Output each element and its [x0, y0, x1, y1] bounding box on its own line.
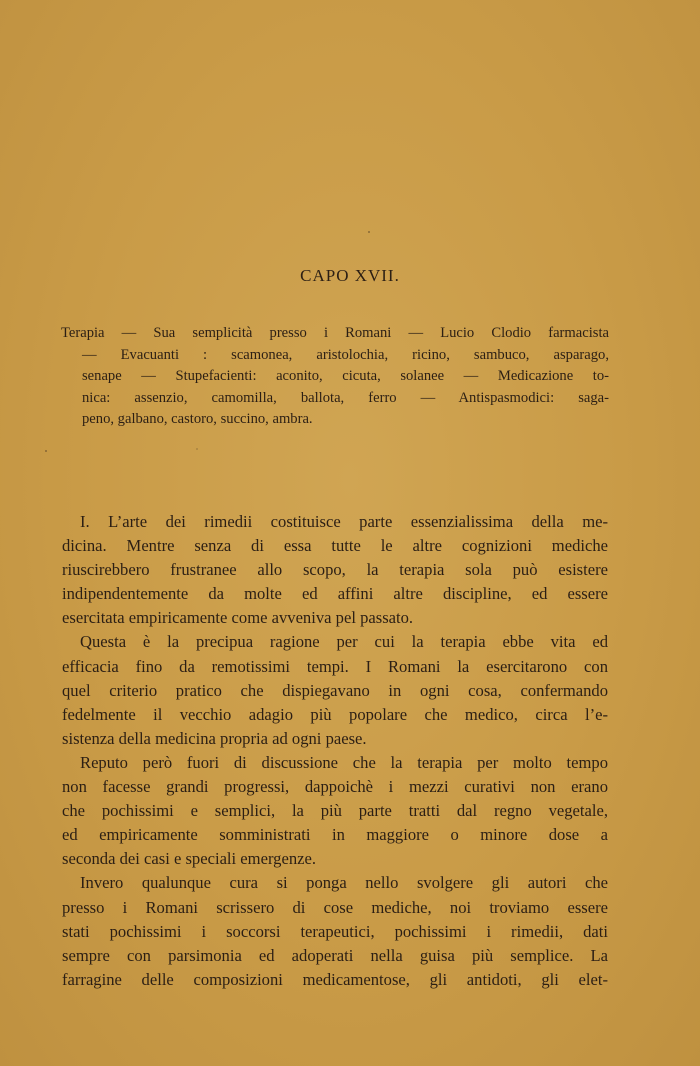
summary-line: peno, galbano, castoro, succino, ambra. [82, 411, 313, 428]
body-line: fedelmente il vecchio adagio più popolare che medico, circa l’e- [62, 704, 608, 724]
body-line: dicina. Mentre senza di essa tutte le altre cognizioni mediche [62, 536, 608, 556]
summary-line: Terapia — Sua semplicità presso i Romani — Lucio Clodio farmacista [61, 325, 609, 341]
body-line: riuscirebbero frustranee allo scopo, la terapia sola può esistere [62, 560, 608, 580]
body-line: Invero qualunque cura si ponga nello svolgere gli autori che [80, 873, 608, 893]
body-line: non facesse grandi progressi, dappoichè i mezzi curativi non erano [62, 777, 608, 797]
body-line: Questa è la precipua ragione per cui la terapia ebbe vita ed [80, 632, 608, 652]
body-line: sistenza della medicina propria ad ogni paese. [62, 728, 367, 748]
body-line: farragine delle composizioni medicamentose, gli antidoti, gli elet- [62, 969, 608, 989]
summary-line: nica: assenzio, camomilla, ballota, ferro — Antispasmodici: saga- [82, 389, 609, 406]
body-text [62, 510, 608, 992]
body-line: esercitata empiricamente come avveniva pel passato. [62, 608, 414, 628]
body-line: quel criterio pratico che dispiegavano in ogni cosa, confermando [62, 680, 608, 700]
summary-line: — Evacuanti : scamonea, aristolochia, ricino, sambuco, asparago, [82, 346, 609, 363]
chapter-summary [61, 323, 609, 431]
body-line: indipendentemente da molte ed affini altre discipline, ed essere [62, 584, 608, 604]
body-line: seconda dei casi e speciali emergenze. [62, 849, 317, 869]
body-line: presso i Romani scrissero di cose mediche, noi troviamo essere [62, 897, 608, 917]
body-line: stati pochissimi i soccorsi terapeutici, pochissimi i rimedii, dati [62, 921, 608, 941]
body-line: che pochissimi e semplici, la più parte tratti dal regno vegetale, [62, 801, 608, 821]
chapter-title: CAPO XVII. [300, 266, 400, 285]
body-line: ed empiricamente somministrati in maggiore o minore dose a [62, 825, 608, 845]
body-line: sempre con parsimonia ed adoperati nella guisa più semplice. La [62, 945, 608, 965]
body-line: I. L’arte dei rimedii costituisce parte essenzialissima della me- [80, 512, 608, 531]
paper-speck [368, 231, 370, 233]
body-line: efficacia fino da remotissimi tempi. I Romani la esercitarono con [62, 656, 608, 676]
summary-line: senape — Stupefacienti: aconito, cicuta, solanee — Medicazione to- [82, 368, 609, 385]
paper-speck [45, 450, 47, 452]
body-line: Reputo però fuori di discussione che la terapia per molto tempo [80, 752, 608, 772]
paper-speck [196, 448, 198, 450]
